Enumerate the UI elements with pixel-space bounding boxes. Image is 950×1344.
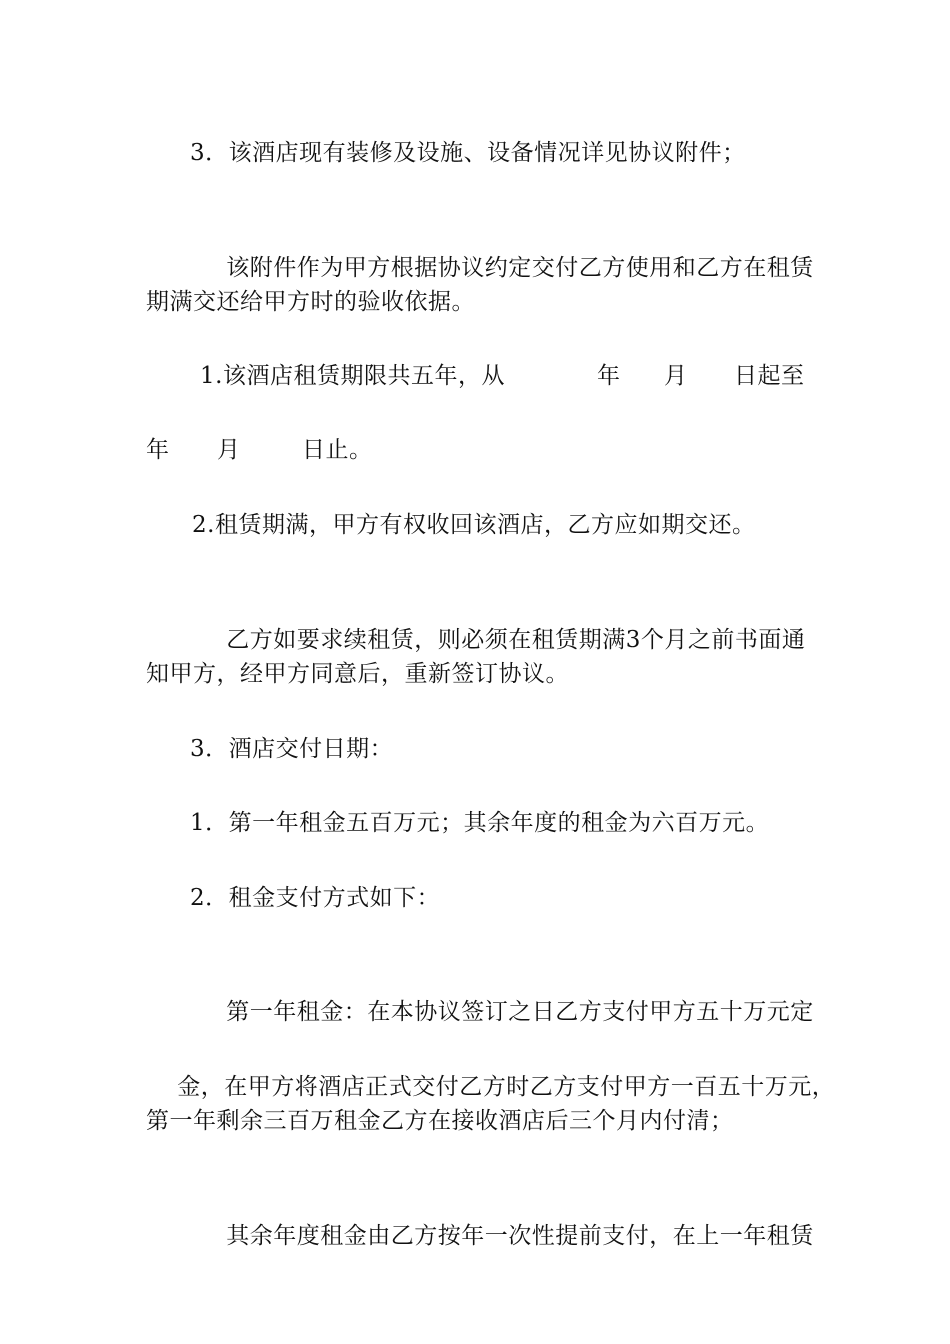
paragraph-text: 3．酒店交付日期： (190, 736, 394, 762)
paragraph-text: 2．租金支付方式如下： (190, 885, 441, 911)
paragraph-annex-purpose (195, 208, 814, 281)
paragraph-delivery-date (0, 729, 950, 769)
paragraph-annex-purpose-continued (0, 282, 950, 322)
paragraph-payment-method (0, 878, 950, 918)
paragraph-text: 乙方如要求续租赁，则必须在租赁期满3个月之前书面通 (226, 627, 806, 653)
paragraph-text: 第一年剩余三百万租金乙方在接收酒店后三个月内付清； (146, 1108, 734, 1134)
end-day-label: 日止。 (302, 437, 373, 463)
paragraph-text: 金，在甲方将酒店正式交付乙方时乙方支付甲方一百五十万元， (177, 1074, 836, 1100)
paragraph-first-year-rent-continued (146, 1027, 836, 1100)
paragraph-text: 期满交还给甲方时的验收依据。 (146, 289, 475, 315)
paragraph-text: 1.该酒店租赁期限共五年，从 (200, 363, 505, 389)
paragraph-renewal-continued (0, 654, 950, 694)
paragraph-text: 1．第一年租金五百万元；其余年度的租金为六百万元。 (190, 810, 770, 836)
paragraph-rent-amount (0, 803, 950, 843)
start-day-label: 日起至 (734, 363, 805, 389)
paragraph-lease-term-end (0, 430, 950, 470)
paragraph-first-year-rent (195, 952, 814, 1025)
paragraph-renewal (195, 580, 806, 653)
start-month-label: 月 (664, 363, 688, 389)
end-year-label: 年 (146, 437, 170, 463)
paragraph-lease-term (0, 356, 950, 396)
paragraph-furnishing-annex (0, 133, 950, 173)
end-month-label: 月 (217, 437, 241, 463)
start-year-label: 年 (597, 363, 621, 389)
paragraph-lease-expiry (0, 505, 950, 545)
paragraph-text: 该附件作为甲方根据协议约定交付乙方使用和乙方在租赁 (226, 255, 814, 281)
paragraph-text: 第一年租金：在本协议签订之日乙方支付甲方五十万元定 (226, 999, 814, 1025)
paragraph-text: 2.租赁期满，甲方有权收回该酒店，乙方应如期交还。 (192, 512, 756, 538)
paragraph-text: 其余年度租金由乙方按年一次性提前支付，在上一年租赁 (226, 1223, 814, 1249)
paragraph-later-years-rent (195, 1176, 814, 1249)
paragraph-first-year-remaining (0, 1101, 950, 1141)
paragraph-text: 3．该酒店现有装修及设施、设备情况详见协议附件； (190, 140, 746, 166)
paragraph-text: 知甲方，经甲方同意后，重新签订协议。 (146, 661, 569, 687)
